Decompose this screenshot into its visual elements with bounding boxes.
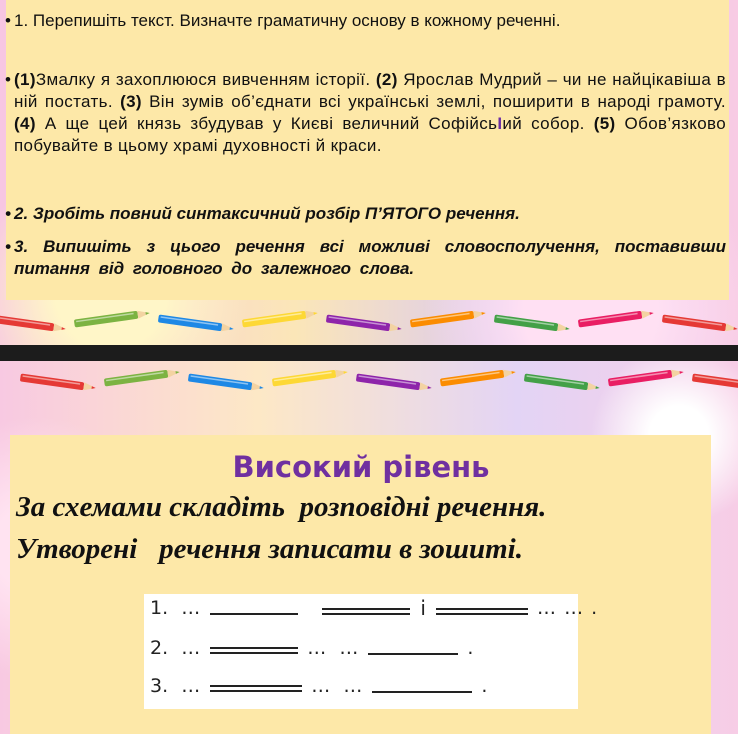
- dots: …: [181, 674, 202, 697]
- period: .: [481, 674, 489, 697]
- sentence-2: Ярослав Мудрий – чи не найцікавіша в ній постать.: [14, 70, 726, 111]
- pencil-icon: [272, 368, 348, 386]
- sentence-4: А ще цей князь збудував у Києві величний Софійсь: [35, 114, 498, 133]
- task-3-text: 3. Випишіть з цього речення всі можливі словосполучення, поставивши питання від головного до залежного слова.: [14, 237, 726, 278]
- scheme-3: [150, 674, 491, 704]
- pencil-icon: [662, 314, 738, 332]
- slide-divider: [0, 345, 738, 361]
- pencil-icon: [356, 373, 432, 391]
- instruction-line-1: За схемами складіть розповідні речення.: [16, 491, 547, 523]
- sentence-4-number: (4): [14, 114, 36, 133]
- instruction-line-2: Утворені речення записати в зошиті.: [16, 533, 523, 565]
- level-title: Високий рівень: [232, 450, 490, 484]
- source-text: [5, 69, 727, 157]
- dots: …: [343, 674, 364, 697]
- task-2: [5, 203, 726, 225]
- task-1: [5, 10, 726, 32]
- task-2-text: 2. Зробіть повний синтаксичний розбір П’ЯТОГО речення.: [14, 204, 520, 223]
- period: .: [467, 636, 475, 659]
- predicate-underline: [436, 608, 528, 615]
- pencil-icon: [692, 373, 738, 391]
- sentence-schemes: [144, 594, 599, 709]
- pencil-icon: [104, 368, 180, 386]
- sentence-2-number: (2): [375, 70, 398, 89]
- scheme-2: [150, 636, 477, 666]
- subject-underline: [372, 679, 472, 693]
- pencil-icon: [0, 314, 66, 332]
- dots: …: [181, 597, 202, 619]
- pencil-icon: [410, 309, 486, 327]
- pencil-icon: [158, 314, 234, 332]
- pencil-icon: [188, 373, 264, 391]
- bullet: •: [5, 237, 11, 256]
- predicate-underline: [210, 685, 302, 692]
- pencil-icon: [440, 368, 516, 386]
- dots: … … .: [537, 597, 599, 619]
- predicate-underline: [322, 608, 410, 615]
- dots: …: [311, 674, 332, 697]
- sentence-1-number: (1): [14, 70, 36, 89]
- pencil-icon: [608, 368, 684, 386]
- scheme-number: 3.: [150, 674, 169, 697]
- pencil-icon: [578, 309, 654, 327]
- pencil-icon: [494, 314, 570, 332]
- sentence-3-number: (3): [120, 92, 142, 111]
- pencil-icon: [524, 373, 600, 391]
- scheme-1: [150, 596, 601, 626]
- scheme-number: 1.: [150, 597, 169, 619]
- dots: …: [307, 636, 328, 659]
- pencil-icon: [326, 314, 402, 332]
- subject-underline: [210, 601, 298, 615]
- bottom-slide: [0, 361, 738, 734]
- sentence-5-number: (5): [593, 114, 616, 133]
- sentence-1: Змалку я захоплююся вивченням історії.: [35, 70, 376, 89]
- scheme-number: 2.: [150, 636, 169, 659]
- task-3: [5, 236, 726, 280]
- pencil-border-top-slide: [0, 308, 738, 334]
- dots: …: [181, 636, 202, 659]
- pencil-icon: [20, 373, 96, 391]
- sentence-5: Обов’язково побувайте в цьому храмі духовності й краси.: [14, 114, 727, 155]
- predicate-underline: [210, 647, 298, 654]
- text-cursor-mark: I: [497, 114, 503, 133]
- bullet: •: [5, 70, 12, 89]
- task-1-text: 1. Перепишіть текст. Визначте граматичну основу в кожному реченні.: [14, 11, 561, 30]
- pencil-border-bottom-slide: [0, 367, 738, 393]
- sentence-4-end: ий собор.: [502, 114, 594, 133]
- pencil-icon: [74, 309, 150, 327]
- conjunction: і: [420, 596, 426, 620]
- top-slide: [0, 0, 738, 345]
- bullet: •: [5, 204, 11, 223]
- pencil-icon: [242, 309, 318, 327]
- bullet: •: [5, 11, 11, 30]
- sentence-3: Він зумів об’єднати всі українські землі, поширити в народі грамоту.: [141, 92, 726, 111]
- dots: …: [339, 636, 360, 659]
- subject-underline: [368, 641, 458, 655]
